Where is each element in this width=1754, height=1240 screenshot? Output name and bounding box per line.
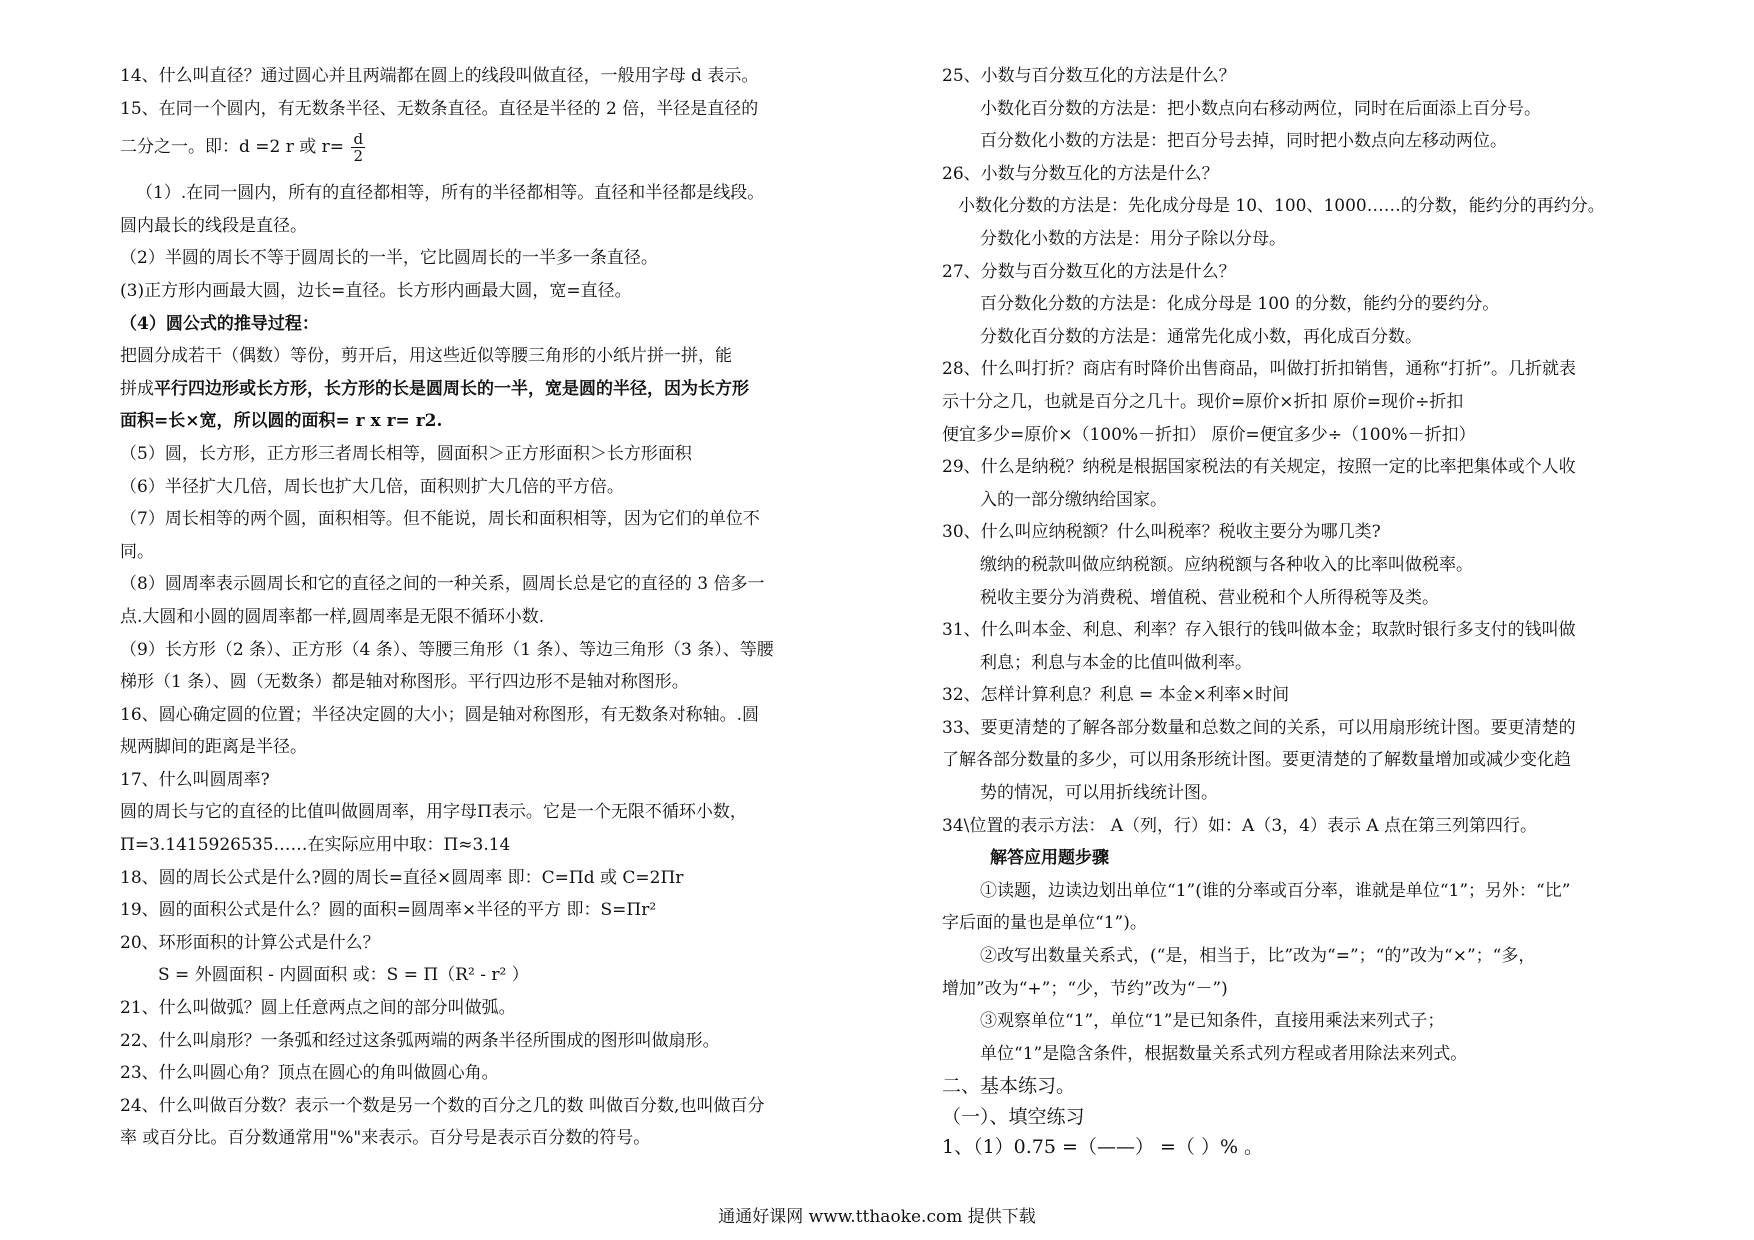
- text-line: (3)正方形内画最大圆，边长=直径。长方形内画最大圆，宽=直径。: [120, 280, 632, 301]
- subsection-heading: （一）、填空练习: [942, 1106, 1085, 1128]
- text-line: （1）.在同一圆内，所有的直径都相等，所有的半径都相等。直径和半径都是线段。: [136, 183, 765, 204]
- text-line: 小数化分数的方法是：先化成分母是 10、100、1000……的分数，能约分的再约分。: [958, 196, 1605, 217]
- text-line: 百分数化小数的方法是：把百分号去掉，同时把小数点向左移动两位。: [980, 131, 1507, 152]
- text-line: 23、什么叫圆心角？顶点在圆心的角叫做圆心角。: [120, 1063, 499, 1084]
- text-line: 33、要更清楚的了解各部分数量和总数之间的关系，可以用扇形统计图。要更清楚的: [942, 717, 1576, 738]
- text-line: 分数化百分数的方法是：通常先化成小数，再化成百分数。: [980, 326, 1422, 347]
- fraction-denominator: 2: [353, 147, 364, 166]
- text-line: ①读题，边读边划出单位“1”(谁的分率或百分率，谁就是单位“1”；另外：“比”: [980, 880, 1571, 901]
- bold-text: 平行四边形或长方形，长方形的长是圆周长的一半，宽是圆的半径，因为长方形: [154, 378, 749, 399]
- text-line: 便宜多少=原价×（100%－折扣） 原价=便宜多少÷（100%－折扣）: [942, 424, 1476, 445]
- text-line: [120, 125, 835, 169]
- text-line: S = 外圆面积 - 内圆面积 或：S = Π（R² - r² ）: [158, 965, 529, 986]
- text-line: 税收主要分为消费税、增值税、营业税和个人所得税等及类。: [980, 587, 1439, 608]
- text-line: 15、在同一个圆内，有无数条半径、无数条直径。直径是半径的 2 倍，半径是直径的: [120, 98, 759, 119]
- text-line: 32、怎样计算利息？利息 = 本金×利率×时间: [942, 685, 1290, 706]
- text-line: 缴纳的税款叫做应纳税额。应纳税额与各种收入的比率叫做税率。: [980, 554, 1473, 575]
- text-line: 字后面的量也是单位“1”)。: [942, 913, 1147, 934]
- text-line: 18、圆的周长公式是什么?圆的周长=直径×圆周率 即：C=Πd 或 C=2Πr: [120, 867, 684, 888]
- section-heading: 解答应用题步骤: [990, 848, 1109, 869]
- text-line: 16、圆心确定圆的位置；半径决定圆的大小；圆是轴对称图形，有无数条对称轴。.圆: [120, 704, 760, 725]
- exercise-line: 1、（1）0.75 =（——） =（ ）% 。: [942, 1136, 1264, 1158]
- text-line: 规两脚间的距离是半径。: [120, 737, 307, 758]
- text-line: ②改写出数量关系式，(“是，相当于，比”改为“=”；“的”改为“×”；“多，: [980, 946, 1536, 967]
- fraction: [351, 131, 365, 164]
- text-line: 同。: [120, 541, 154, 562]
- text-line: [120, 373, 835, 406]
- text-line: 势的情况，可以用折线统计图。: [980, 783, 1218, 804]
- text-line: 19、圆的面积公式是什么？圆的面积=圆周率×半径的平方 即：S=Πr²: [120, 900, 657, 921]
- text-line: （8）圆周率表示圆周长和它的直径之间的一种关系，圆周长总是它的直径的 3 倍多一: [120, 574, 765, 595]
- text-line: （5）圆，长方形，正方形三者周长相等，圆面积＞正方形面积＞长方形面积: [120, 443, 692, 464]
- text-line: 圆内最长的线段是直径。: [120, 215, 307, 236]
- text-line: 31、什么叫本金、利息、利率？存入银行的钱叫做本金；取款时银行多支付的钱叫做: [942, 620, 1576, 641]
- text-line: 28、什么叫打折？商店有时降价出售商品，叫做打折扣销售，通称“打折”。几折就表: [942, 359, 1577, 380]
- text-line: ③观察单位“1”，单位“1”是已知条件，直接用乘法来列式子；: [980, 1011, 1445, 1032]
- text-line: 率 或百分比。百分数通常用"%"来表示。百分号是表示百分数的符号。: [120, 1128, 651, 1149]
- text-line: 25、小数与百分数互化的方法是什么？: [942, 66, 1236, 86]
- text-line: 单位“1”是隐含条件，根据数量关系式列方程或者用除法来列式。: [980, 1043, 1468, 1064]
- text-line: Π=3.1415926535……在实际应用中取：Π≈3.14: [120, 835, 511, 856]
- bold-text-line: 面积=长×宽，所以圆的面积= r x r= r2.: [120, 411, 443, 432]
- section-heading: 二、基本练习。: [942, 1075, 1076, 1098]
- text-line: 14、什么叫直径？通过圆心并且两端都在圆上的线段叫做直径，一般用字母 d 表示。: [120, 66, 759, 86]
- text-line: 21、什么叫做弧？圆上任意两点之间的部分叫做弧。: [120, 998, 516, 1019]
- text-line: （7）周长相等的两个圆，面积相等。但不能说，周长和面积相等，因为它们的单位不: [120, 509, 760, 530]
- fraction-numerator: d: [353, 130, 364, 149]
- text-line-part: 二分之一。即：d =2 r 或 r=: [120, 137, 345, 158]
- text-line: 梯形（1 条）、圆（无数条）都是轴对称图形。平行四边形不是轴对称图形。: [120, 672, 689, 693]
- text-line: （2）半圆的周长不等于圆周长的一半，它比圆周长的一半多一条直径。: [120, 248, 658, 269]
- text-line: 入的一部分缴纳给国家。: [980, 489, 1167, 510]
- left-column: [120, 60, 835, 1155]
- page-footer: 通通好课网 www.tthaoke.com 提供下载: [718, 1207, 1036, 1227]
- text-line: 分数化小数的方法是：用分子除以分母。: [980, 228, 1286, 249]
- text-line-part: 拼成: [120, 378, 154, 399]
- text-line: 圆的周长与它的直径的比值叫做圆周率，用字母Π表示。它是一个无限不循环小数，: [120, 802, 747, 823]
- text-line: （6）半径扩大几倍，周长也扩大几倍，面积则扩大几倍的平方倍。: [120, 476, 624, 497]
- text-line: 27、分数与百分数互化的方法是什么？: [942, 261, 1236, 282]
- text-line: 增加”改为“+”；“少，节约”改为“－”): [942, 978, 1228, 999]
- text-line: 利息；利息与本金的比值叫做利率。: [980, 652, 1252, 673]
- text-line: 22、什么叫扇形？一条弧和经过这条弧两端的两条半径所围成的图形叫做扇形。: [120, 1030, 720, 1051]
- text-line: 26、小数与分数互化的方法是什么？: [942, 163, 1219, 184]
- text-line: 把圆分成若干（偶数）等份，剪开后，用这些近似等腰三角形的小纸片拼一拼，能: [120, 346, 732, 367]
- text-line: 小数化百分数的方法是：把小数点向右移动两位，同时在后面添上百分号。: [980, 98, 1541, 119]
- text-line: 百分数化分数的方法是：化成分母是 100 的分数，能约分的要约分。: [980, 294, 1500, 315]
- right-column: [942, 60, 1662, 1164]
- text-line: 示十分之几，也就是百分之几十。现价=原价×折扣 原价=现价÷折扣: [942, 391, 1464, 412]
- text-line: 34\位置的表示方法： A（列，行）如：A（3，4）表示 A 点在第三列第四行。: [942, 815, 1538, 836]
- text-line: 29、什么是纳税？纳税是根据国家税法的有关规定，按照一定的比率把集体或个人收: [942, 457, 1576, 478]
- text-line: 30、什么叫应纳税额？什么叫税率？税收主要分为哪几类?: [942, 522, 1381, 543]
- text-line: 了解各部分数量的多少，可以用条形统计图。要更清楚的了解数量增加或减少变化趋: [942, 750, 1571, 771]
- text-line: （9）长方形（2 条）、正方形（4 条）、等腰三角形（1 条）、等边三角形（3 条）、等腰: [120, 639, 774, 660]
- text-line: 17、什么叫圆周率?: [120, 769, 270, 790]
- text-line: 24、什么叫做百分数？表示一个数是另一个数的百分之几的数 叫做百分数,也叫做百分: [120, 1095, 765, 1116]
- text-line: 20、环形面积的计算公式是什么？: [120, 932, 380, 953]
- text-line: 点.大圆和小圆的圆周率都一样,圆周率是无限不循环小数.: [120, 606, 545, 627]
- section-heading: （4）圆公式的推导过程：: [120, 313, 319, 334]
